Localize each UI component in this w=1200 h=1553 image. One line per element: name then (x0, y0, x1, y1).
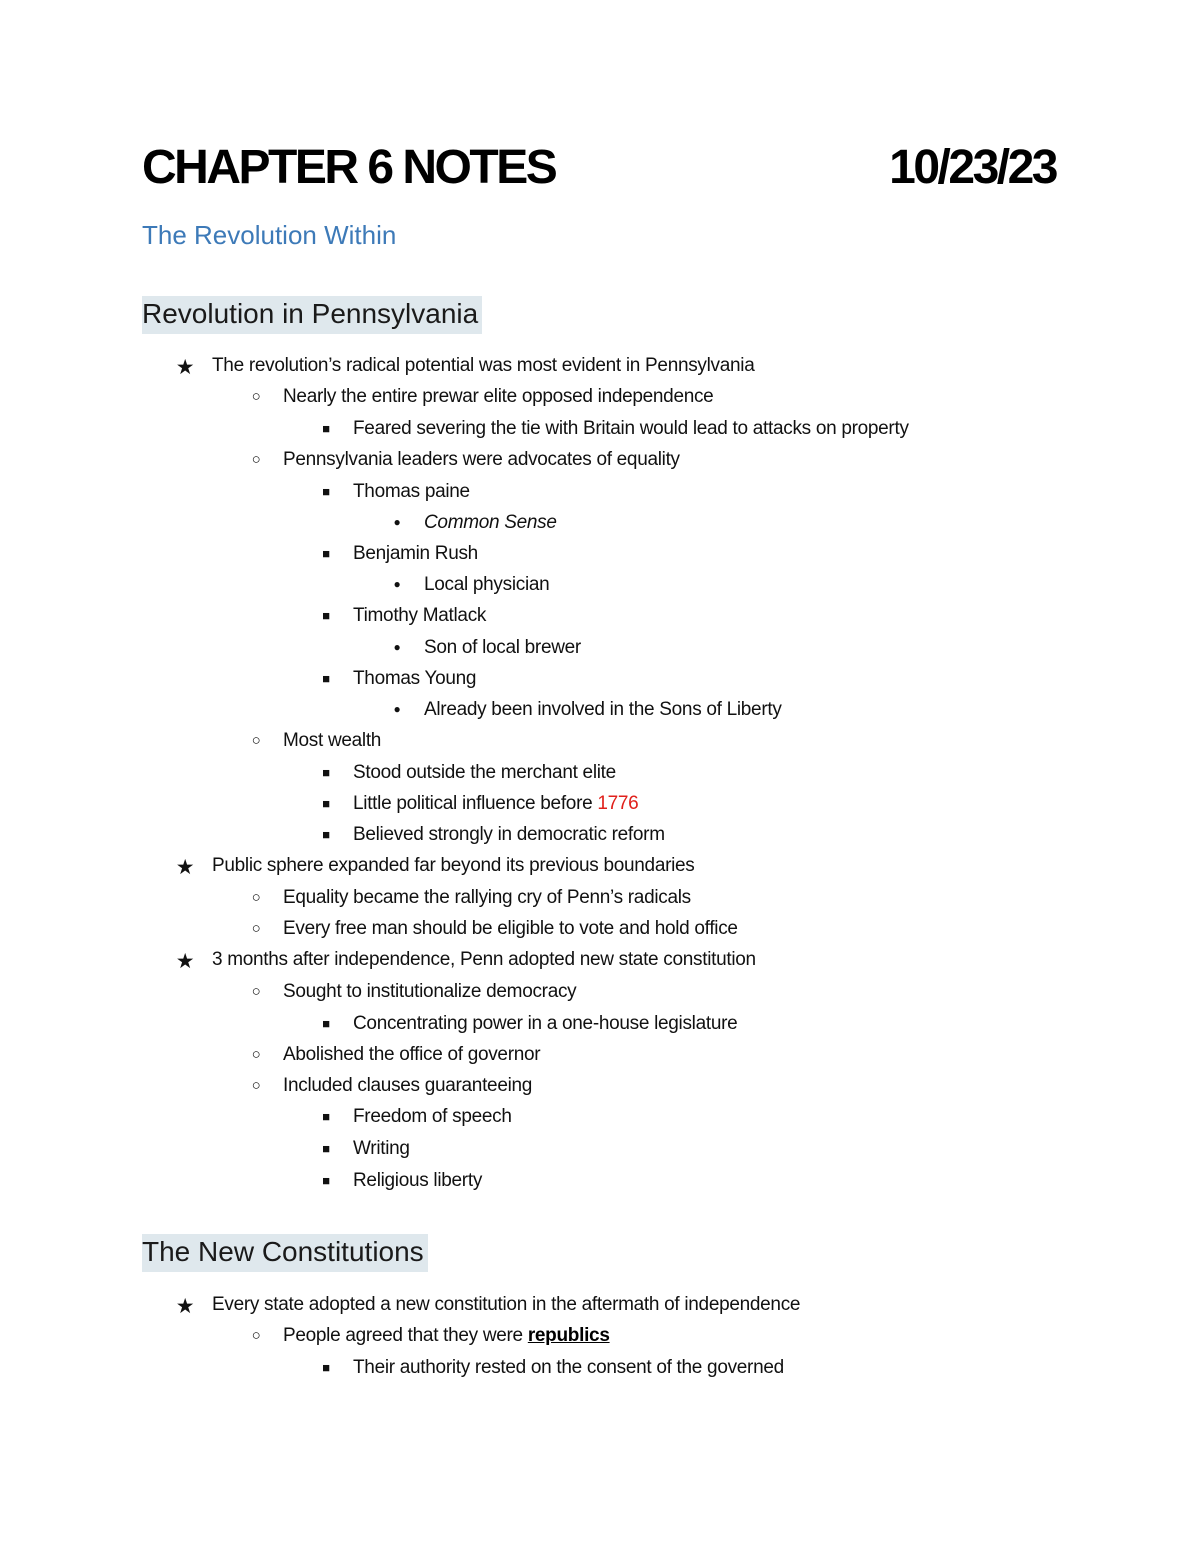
hollow-circle-bullet-icon: ○ (251, 1046, 261, 1063)
page-subtitle: The Revolution Within (142, 220, 397, 250)
list-item-text: Most wealth (283, 730, 382, 751)
list-item-text: The revolution’s radical potential was most evident in Pennsylvania (212, 355, 755, 376)
star-bullet-icon: ★ (175, 1295, 195, 1318)
list-item-text: Common Sense (424, 512, 557, 533)
list-item-text: Feared severing the tie with Britain would lead to attacks on property (353, 418, 909, 439)
square-bullet-icon: ■ (322, 1173, 330, 1188)
list-item (322, 481, 470, 503)
list-item (322, 793, 639, 815)
list-item (322, 1170, 483, 1192)
list-item-text: Already been involved in the Sons of Liberty (424, 699, 782, 720)
list-item-text: Writing (353, 1138, 410, 1159)
list-item (322, 668, 477, 690)
title-row (142, 140, 1056, 210)
square-bullet-icon: ■ (322, 546, 330, 561)
list-item-text: Little political influence before (353, 793, 598, 814)
list-item (393, 699, 782, 721)
list-item-text: Thomas Young (353, 668, 477, 689)
hollow-circle-bullet-icon: ○ (251, 983, 261, 1000)
list-item-text: Nearly the entire prewar elite opposed independence (283, 386, 714, 407)
list-item-text: Benjamin Rush (353, 543, 478, 564)
hollow-circle-bullet-icon: ○ (251, 1077, 261, 1094)
square-bullet-icon: ■ (322, 827, 330, 842)
list-item-text: Included clauses guaranteeing (283, 1075, 533, 1096)
list-item (322, 1106, 512, 1128)
list-item-text: Local physician (424, 574, 550, 595)
list-item (322, 1013, 738, 1035)
square-bullet-icon: ■ (322, 421, 330, 436)
list-item (175, 1294, 801, 1318)
list-item-text: Every state adopted a new constitution in the aftermath of independence (212, 1294, 801, 1315)
page-date: 10/23/23 (889, 141, 1056, 194)
list-item-text: Son of local brewer (424, 637, 581, 658)
list-item (251, 887, 691, 909)
list-item-text: Sought to institutionalize democracy (283, 981, 577, 1002)
square-bullet-icon: ■ (322, 484, 330, 499)
list-item-text: Every free man should be eligible to vote and hold office (283, 918, 738, 939)
list-item-text: Religious liberty (353, 1170, 483, 1191)
list-item (175, 355, 755, 379)
hollow-circle-bullet-icon: ○ (251, 451, 261, 468)
list-item-text: Believed strongly in democratic reform (353, 824, 665, 845)
list-item-text: Pennsylvania leaders were advocates of equality (283, 449, 680, 470)
dot-bullet-icon: ● (393, 577, 401, 591)
list-item (322, 543, 478, 565)
dot-bullet-icon: ● (393, 640, 401, 654)
list-item (322, 418, 909, 440)
list-item (175, 855, 695, 879)
list-item-text: Their authority rested on the consent of the governed (353, 1357, 784, 1378)
star-bullet-icon: ★ (175, 356, 195, 379)
list-item (322, 1357, 784, 1379)
page-title: CHAPTER 6 NOTES (142, 141, 556, 194)
keyword-republics: republics (527, 1325, 610, 1346)
list-item (251, 386, 714, 408)
list-item-text: Abolished the office of governor (283, 1044, 541, 1065)
hollow-circle-bullet-icon: ○ (251, 388, 261, 405)
section-heading-revolution-in-pennsylvania: Revolution in Pennsylvania (142, 296, 482, 334)
list-item-text: Public sphere expanded far beyond its previous boundaries (212, 855, 695, 876)
star-bullet-icon: ★ (175, 856, 195, 879)
list-item (322, 1138, 410, 1160)
list-item (393, 637, 581, 659)
hollow-circle-bullet-icon: ○ (251, 732, 261, 749)
square-bullet-icon: ■ (322, 608, 330, 623)
square-bullet-icon: ■ (322, 765, 330, 780)
list-item (251, 1044, 541, 1066)
list-item-text: Stood outside the merchant elite (353, 762, 616, 783)
square-bullet-icon: ■ (322, 1141, 330, 1156)
square-bullet-icon: ■ (322, 796, 330, 811)
dot-bullet-icon: ● (393, 515, 401, 529)
list-item (322, 824, 665, 846)
year-highlight: 1776 (597, 793, 639, 814)
list-item (322, 605, 487, 627)
hollow-circle-bullet-icon: ○ (251, 920, 261, 937)
square-bullet-icon: ■ (322, 1360, 330, 1375)
list-item (322, 762, 616, 784)
list-item-text: 3 months after independence, Penn adopted new state constitution (212, 949, 756, 970)
list-item (251, 1325, 610, 1347)
list-item (393, 574, 550, 596)
list-item-text: Timothy Matlack (353, 605, 487, 626)
section-heading-the-new-constitutions: The New Constitutions (142, 1234, 428, 1272)
hollow-circle-bullet-icon: ○ (251, 889, 261, 906)
list-item (251, 981, 577, 1003)
list-item (175, 949, 756, 973)
list-item-text: Equality became the rallying cry of Penn’s radicals (283, 887, 691, 908)
list-item (251, 730, 382, 752)
list-item-text: Thomas paine (353, 481, 470, 502)
list-item (251, 1075, 533, 1097)
dot-bullet-icon: ● (393, 702, 401, 716)
star-bullet-icon: ★ (175, 950, 195, 973)
square-bullet-icon: ■ (322, 671, 330, 686)
list-item-text: People agreed that they were (283, 1325, 528, 1346)
list-item-text: Concentrating power in a one-house legislature (353, 1013, 738, 1034)
list-item (251, 449, 680, 471)
list-item (393, 512, 557, 534)
square-bullet-icon: ■ (322, 1109, 330, 1124)
hollow-circle-bullet-icon: ○ (251, 1327, 261, 1344)
square-bullet-icon: ■ (322, 1016, 330, 1031)
list-item-text: Freedom of speech (353, 1106, 512, 1127)
list-item (251, 918, 738, 940)
